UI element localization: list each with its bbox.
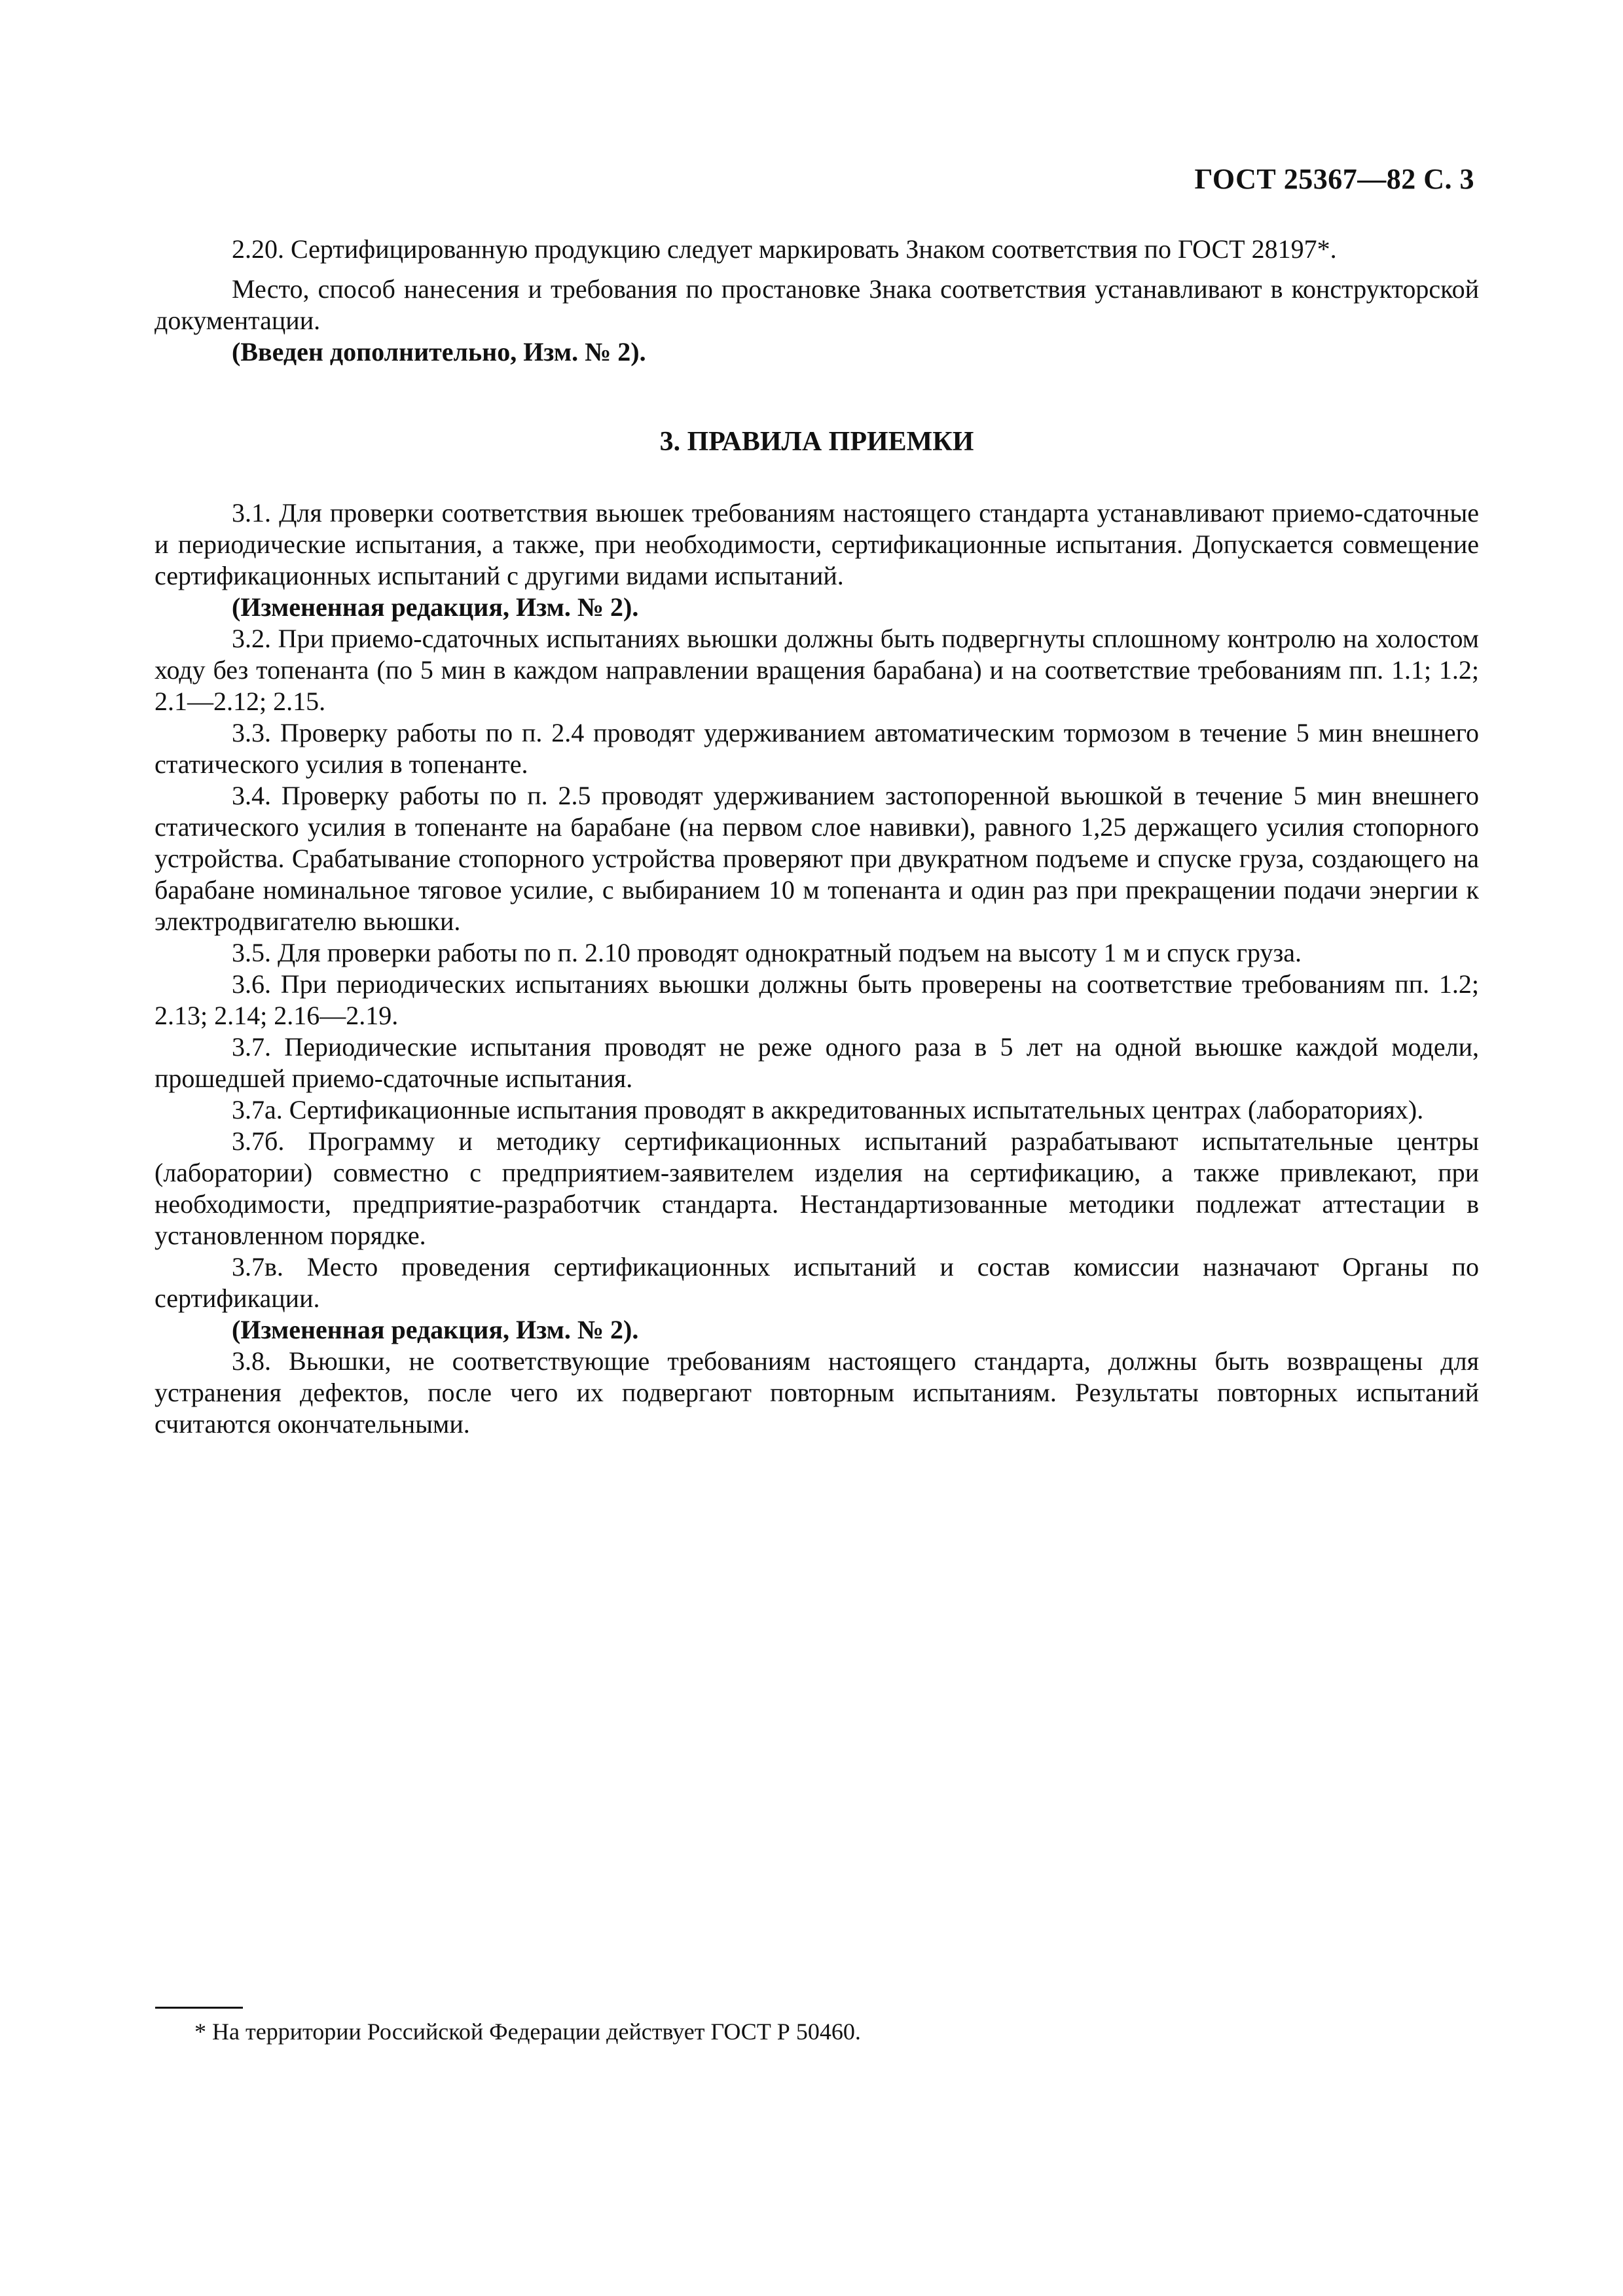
paragraph-3-3: 3.3. Проверку работы по п. 2.4 проводят удерживанием автоматическим тормозом в течение 5 мин внешнего статического усилия в топенанте. — [155, 718, 1479, 779]
footnote: * На территории Российской Федерации действует ГОСТ Р 50460. — [194, 2018, 861, 2045]
amendment-note: (Измененная редакция, Изм. № 2). — [232, 1315, 639, 1344]
amendment-note: (Введен дополнительно, Изм. № 2). — [232, 337, 646, 367]
paragraph-3-7b: 3.7б. Программу и методику сертификационных испытаний разрабатывают испытательные центры (лаборатории) совместно с предприятием-заявителем изделия на сертификацию, а также привлекают, при необходимости, предприятие-разработчик стандарта. Нестандартизованные методики подлежат аттестации в установленном порядке. — [155, 1126, 1479, 1250]
paragraph-3-7v: 3.7в. Место проведения сертификационных испытаний и состав комиссии назначают Органы по сертификации. — [155, 1252, 1479, 1313]
amendment-note: (Измененная редакция, Изм. № 2). — [232, 592, 639, 622]
paragraph-3-4: 3.4. Проверку работы по п. 2.5 проводят удерживанием застопоренной вьюшкой в течение 5 мин внешнего статического усилия в топенанте на барабане (на первом слое навивки), равного 1,25 держащего усилия стопорного устройства. Срабатывание стопорного устройства проверяют при двукратном подъеме и спуске груза, создающего на барабане номинальное тяговое усилие, с выбиранием 10 м топенанта и один раз при прекращении подачи энергии к электродвигателю вьюшки. — [155, 781, 1479, 936]
paragraph-3-7: 3.7. Периодические испытания проводят не реже одного раза в 5 лет на одной вьюшке каждой модели, прошедшей приемо-сдаточные испытания. — [155, 1032, 1479, 1093]
footnote-divider — [155, 2007, 243, 2009]
paragraph-3-1: 3.1. Для проверки соответствия вьюшек требованиям настоящего стандарта устанавливают приемо-сдаточные и периодические испытания, а также, при необходимости, сертификационные испытания. Допускается совмещение сертификационных испытаний с другими видами испытаний. — [155, 498, 1479, 590]
paragraph-3-5: 3.5. Для проверки работы по п. 2.10 проводят однократный подъем на высоту 1 м и спуск груза. — [232, 938, 1302, 967]
paragraph-3-8: 3.8. Вьюшки, не соответствующие требованиям настоящего стандарта, должны быть возвращены для устранения дефектов, после чего их подвергают повторным испытаниям. Результаты повторных испытаний считаются окончательными. — [155, 1346, 1479, 1439]
section-title: 3. ПРАВИЛА ПРИЕМКИ — [659, 427, 974, 457]
paragraph-3-6: 3.6. При периодических испытаниях вьюшки должны быть проверены на соответствие требованиям пп. 1.2; 2.13; 2.14; 2.16—2.19. — [155, 969, 1479, 1030]
paragraph-2-20: 2.20. Сертифицированную продукцию следует маркировать Знаком соответствия по ГОСТ 28197*. — [232, 234, 1337, 264]
page-header: ГОСТ 25367—82 С. 3 — [1194, 163, 1474, 195]
document-body — [155, 234, 1479, 1440]
paragraph-2-20-continued: Место, способ нанесения и требования по простановке Знака соответствия устанавливают в конструкторской документации. — [155, 274, 1479, 335]
paragraph-3-2: 3.2. При приемо-сдаточных испытаниях вьюшки должны быть подвергнуты сплошному контролю на холостом ходу без топенанта (по 5 мин в каждом направлении вращения барабана) и на соответствие требованиям пп. 1.1; 1.2; 2.1—2.12; 2.15. — [155, 624, 1479, 716]
paragraph-3-7a: 3.7а. Сертификационные испытания проводят в аккредитованных испытательных центрах (лабораториях). — [232, 1095, 1424, 1124]
